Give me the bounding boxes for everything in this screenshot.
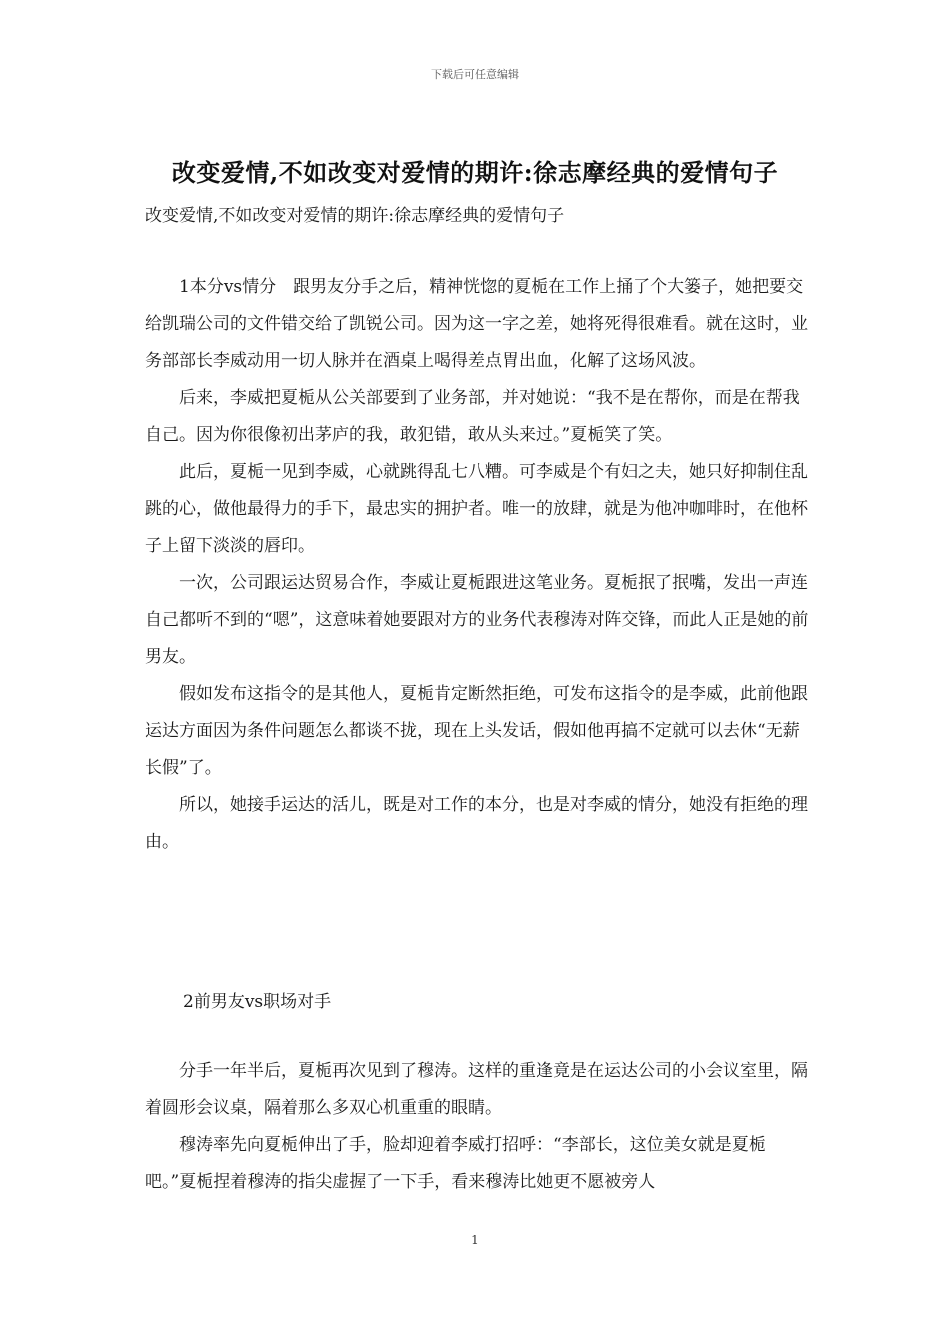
paragraph: 后来，李威把夏栀从公关部要到了业务部，并对她说：“我不是在帮你，而是在帮我自己。因为你很像初出茅庐的我，敢犯错，敢从头来过。”夏栀笑了笑。 bbox=[145, 388, 800, 445]
paragraph: 此后，夏栀一见到李威，心就跳得乱七八糟。可李威是个有妇之夫，她只好抑制住乱跳的心，做他最得力的手下，最忠实的拥护者。唯一的放肆，就是为他冲咖啡时，在他杯子上留下淡淡的唇印。 bbox=[145, 462, 808, 556]
paragraph: 一次，公司跟运达贸易合作，李威让夏栀跟进这笔业务。夏栀抿了抿嘴，发出一声连自己都听不到的“嗯”，这意味着她要跟对方的业务代表穆涛对阵交锋，而此人正是她的前男友。 bbox=[145, 573, 809, 667]
section-1-body bbox=[145, 269, 810, 861]
section-2-heading: 2前男友vs职场对手 bbox=[183, 992, 332, 1012]
paragraph: 所以，她接手运达的活儿，既是对工作的本分，也是对李威的情分，她没有拒绝的理由。 bbox=[145, 795, 808, 852]
document-subtitle: 改变爱情,不如改变对爱情的期许:徐志摩经典的爱情句子 bbox=[145, 206, 565, 226]
page-header-note: 下载后可任意编辑 bbox=[431, 68, 519, 81]
paragraph: 穆涛率先向夏栀伸出了手，脸却迎着李威打招呼：“李部长，这位美女就是夏栀吧。”夏栀捏着穆涛的指尖虚握了一下手，看来穆涛比她更不愿被旁人 bbox=[145, 1135, 766, 1192]
document-title: 改变爱情,不如改变对爱情的期许:徐志摩经典的爱情句子 bbox=[171, 158, 779, 187]
paragraph: 假如发布这指令的是其他人，夏栀肯定断然拒绝，可发布这指令的是李威，此前他跟运达方面因为条件问题怎么都谈不拢，现在上头发话，假如他再搞不定就可以去休“无薪长假”了。 bbox=[145, 684, 808, 778]
page-number: 1 bbox=[471, 1233, 479, 1247]
paragraph: 分手一年半后，夏栀再次见到了穆涛。这样的重逢竟是在运达公司的小会议室里，隔着圆形会议桌，隔着那么多双心机重重的眼睛。 bbox=[145, 1061, 808, 1118]
paragraph: 1本分vs情分 跟男友分手之后，精神恍惚的夏栀在工作上捅了个大篓子，她把要交给凯瑞公司的文件错交给了凯锐公司。因为这一字之差，她将死得很难看。就在这时，业务部部长李威动用一切人脉并在酒桌上喝得差点胃出血，化解了这场风波。 bbox=[145, 277, 808, 371]
section-2-body bbox=[145, 1053, 810, 1201]
